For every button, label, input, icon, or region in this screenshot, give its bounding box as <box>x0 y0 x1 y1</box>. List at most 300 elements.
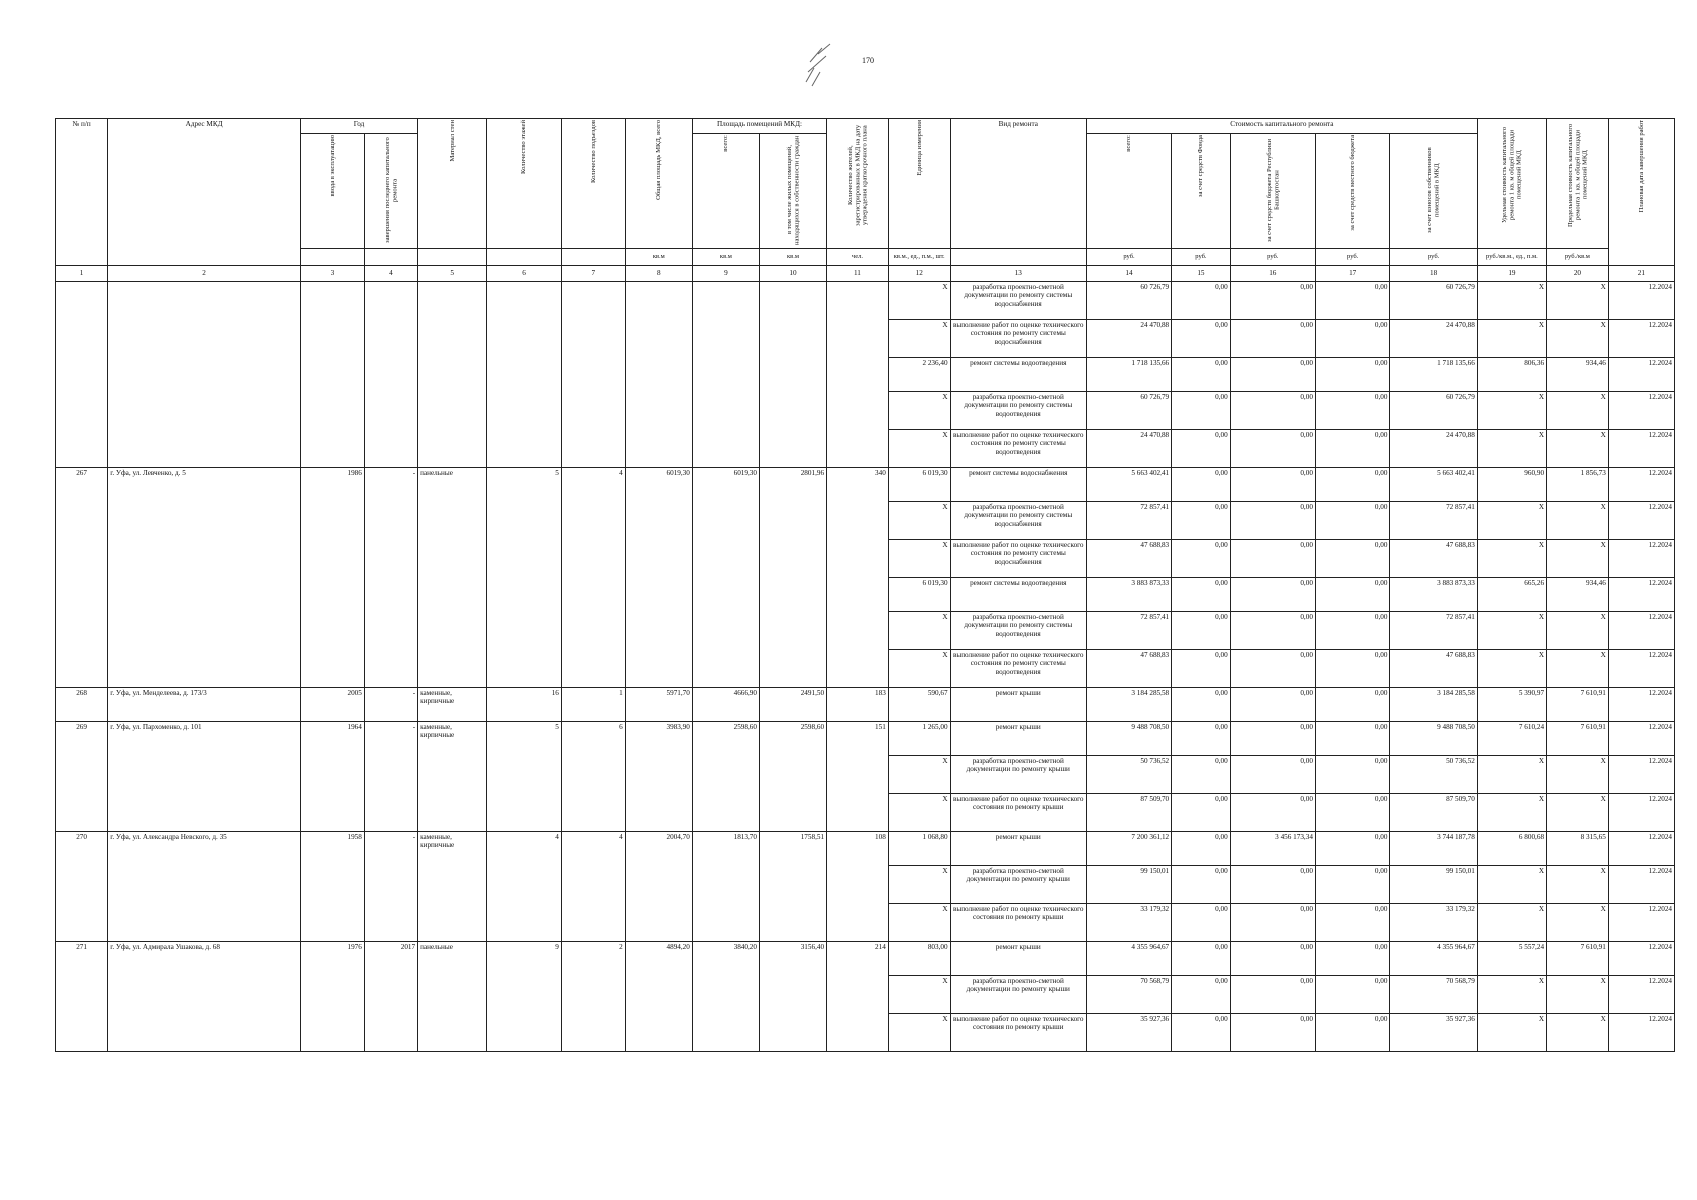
cell-area_all: 6019,30 <box>692 468 759 688</box>
cell-c16: 0,00 <box>1230 282 1315 320</box>
cell-c19: X <box>1477 794 1546 832</box>
cell-c15: 0,00 <box>1172 578 1231 612</box>
table-row <box>56 688 1675 722</box>
cell-c18: 47 688,83 <box>1390 540 1477 578</box>
cell-people: 214 <box>827 942 889 1052</box>
cell-c15: 0,00 <box>1172 650 1231 688</box>
cell-c14: 47 688,83 <box>1086 650 1171 688</box>
cell-people: 183 <box>827 688 889 722</box>
cell-area_res: 1758,51 <box>759 832 826 942</box>
cell-work: ремонт крыши <box>950 722 1086 756</box>
cell-c21: 12.2024 <box>1608 976 1674 1014</box>
cell-unit: X <box>888 904 950 942</box>
column-number: 16 <box>1230 266 1315 282</box>
cell-c15: 0,00 <box>1172 904 1231 942</box>
cell-work: ремонт крыши <box>950 832 1086 866</box>
cell-c14: 87 509,70 <box>1086 794 1171 832</box>
cell-year <box>300 282 364 468</box>
cell-c14: 7 200 361,12 <box>1086 832 1171 866</box>
cell-addr: г. Уфа, ул. Пархоменко, д. 101 <box>108 722 301 832</box>
header-col-1: № п/п <box>56 119 108 266</box>
cell-c17: 0,00 <box>1315 794 1390 832</box>
cell-area_res: 2598,60 <box>759 722 826 832</box>
cell-c17: 0,00 <box>1315 688 1390 722</box>
cell-num <box>56 282 108 468</box>
cell-c21: 12.2024 <box>1608 502 1674 540</box>
header-cost-group: Стоимость капитального ремонта <box>1086 119 1477 134</box>
cell-c15: 0,00 <box>1172 976 1231 1014</box>
cell-c21: 12.2024 <box>1608 904 1674 942</box>
header-col-2: Адрес МКД <box>108 119 301 266</box>
cell-year: 1958 <box>300 832 364 942</box>
cell-area: 6019,30 <box>625 468 692 688</box>
cell-c21: 12.2024 <box>1608 320 1674 358</box>
cell-area: 4894,20 <box>625 942 692 1052</box>
cell-c16: 0,00 <box>1230 904 1315 942</box>
cell-c21: 12.2024 <box>1608 392 1674 430</box>
cell-c15: 0,00 <box>1172 540 1231 578</box>
cell-floors <box>487 282 562 468</box>
cell-c18: 35 927,36 <box>1390 1014 1477 1052</box>
cell-c19: X <box>1477 866 1546 904</box>
unit-col-16: руб. <box>1230 249 1315 266</box>
cell-c15: 0,00 <box>1172 358 1231 392</box>
header-col-4: завершения последнего капитального ремонта <box>364 134 417 249</box>
cell-c14: 4 355 964,67 <box>1086 942 1171 976</box>
cell-c14: 33 179,32 <box>1086 904 1171 942</box>
header-col-16: за счет средств бюджета Республики Башкортостан <box>1230 134 1315 249</box>
cell-c20: X <box>1547 976 1609 1014</box>
cell-unit: X <box>888 866 950 904</box>
column-number: 14 <box>1086 266 1171 282</box>
cell-unit: 590,67 <box>888 688 950 722</box>
cell-addr: г. Уфа, ул. Александра Невского, д. 35 <box>108 832 301 942</box>
cell-c19: 6 800,68 <box>1477 832 1546 866</box>
cell-c14: 50 736,52 <box>1086 756 1171 794</box>
cell-unit: 1 068,80 <box>888 832 950 866</box>
cell-unit: X <box>888 320 950 358</box>
cell-c18: 47 688,83 <box>1390 650 1477 688</box>
cell-people: 151 <box>827 722 889 832</box>
cell-addr: г. Уфа, ул. Левченко, д. 5 <box>108 468 301 688</box>
header-col-19: Удельная стоимость капитального ремонта 1 кв. м общей площади помещений МКД <box>1477 119 1546 249</box>
cell-work: выполнение работ по оценке технического состояния по ремонту системы водоснабжения <box>950 320 1086 358</box>
cell-c16: 3 456 173,34 <box>1230 832 1315 866</box>
cell-c20: X <box>1547 650 1609 688</box>
unit-col-18: руб. <box>1390 249 1477 266</box>
cell-c18: 9 488 708,50 <box>1390 722 1477 756</box>
cell-area <box>625 282 692 468</box>
cell-work: ремонт системы водоотведения <box>950 358 1086 392</box>
column-number: 18 <box>1390 266 1477 282</box>
cell-people: 340 <box>827 468 889 688</box>
cell-unit: 6 019,30 <box>888 468 950 502</box>
cell-c16: 0,00 <box>1230 942 1315 976</box>
header-area-group: Площадь помещений МКД: <box>692 119 826 134</box>
cell-c20: 7 610,91 <box>1547 688 1609 722</box>
cell-c17: 0,00 <box>1315 502 1390 540</box>
cell-c21: 12.2024 <box>1608 578 1674 612</box>
cell-area_all: 2598,60 <box>692 722 759 832</box>
unit-col-17: руб. <box>1315 249 1390 266</box>
cell-c19: X <box>1477 1014 1546 1052</box>
cell-c20: X <box>1547 756 1609 794</box>
header-col-7: Количество подъездов <box>561 119 625 249</box>
cell-unit: X <box>888 502 950 540</box>
cell-unit: X <box>888 794 950 832</box>
unit-col-20: руб./кв.м <box>1547 249 1609 266</box>
cell-area_all: 4666,90 <box>692 688 759 722</box>
header-col-10: в том числе жилых помещений, находящихся в собственности граждан <box>759 134 826 249</box>
cell-c20: 934,46 <box>1547 358 1609 392</box>
cell-c19: X <box>1477 430 1546 468</box>
column-number-row <box>56 266 1675 282</box>
cell-c15: 0,00 <box>1172 320 1231 358</box>
cell-c21: 12.2024 <box>1608 756 1674 794</box>
cell-c20: X <box>1547 430 1609 468</box>
cell-c19: X <box>1477 320 1546 358</box>
cell-c18: 33 179,32 <box>1390 904 1477 942</box>
cell-c14: 70 568,79 <box>1086 976 1171 1014</box>
cell-c15: 0,00 <box>1172 866 1231 904</box>
cell-unit: 6 019,30 <box>888 578 950 612</box>
cell-c18: 1 718 135,66 <box>1390 358 1477 392</box>
cell-area_all: 3840,20 <box>692 942 759 1052</box>
cell-c16: 0,00 <box>1230 358 1315 392</box>
cell-work: выполнение работ по оценке технического состояния по ремонту системы водоснабжения <box>950 540 1086 578</box>
column-number: 2 <box>108 266 301 282</box>
cell-c20: X <box>1547 320 1609 358</box>
cell-c21: 12.2024 <box>1608 430 1674 468</box>
cell-c20: X <box>1547 392 1609 430</box>
header-col-6: Количество этажей <box>487 119 562 249</box>
cell-c14: 99 150,01 <box>1086 866 1171 904</box>
cell-c18: 3 883 873,33 <box>1390 578 1477 612</box>
column-number: 10 <box>759 266 826 282</box>
cell-work: разработка проектно-сметной документации по ремонту системы водоотведения <box>950 612 1086 650</box>
cell-c16: 0,00 <box>1230 650 1315 688</box>
cell-c19: X <box>1477 756 1546 794</box>
cell-area_res: 2491,50 <box>759 688 826 722</box>
cell-c18: 60 726,79 <box>1390 392 1477 430</box>
cell-work: ремонт системы водоотведения <box>950 578 1086 612</box>
table-row <box>56 468 1675 502</box>
cell-last: - <box>364 832 417 942</box>
cell-c16: 0,00 <box>1230 794 1315 832</box>
cell-c16: 0,00 <box>1230 468 1315 502</box>
cell-c14: 24 470,88 <box>1086 320 1171 358</box>
header-col-8: Общая площадь МКД, всего <box>625 119 692 249</box>
cell-year: 2005 <box>300 688 364 722</box>
cell-c16: 0,00 <box>1230 502 1315 540</box>
cell-last: - <box>364 688 417 722</box>
cell-c15: 0,00 <box>1172 502 1231 540</box>
cell-area_res <box>759 282 826 468</box>
cell-c18: 70 568,79 <box>1390 976 1477 1014</box>
cell-c21: 12.2024 <box>1608 650 1674 688</box>
cell-c19: X <box>1477 904 1546 942</box>
cell-c19: X <box>1477 650 1546 688</box>
cell-c17: 0,00 <box>1315 942 1390 976</box>
cell-c14: 47 688,83 <box>1086 540 1171 578</box>
cell-c21: 12.2024 <box>1608 282 1674 320</box>
cell-work: выполнение работ по оценке технического состояния по ремонту крыши <box>950 1014 1086 1052</box>
column-number: 15 <box>1172 266 1231 282</box>
cell-c19: X <box>1477 502 1546 540</box>
cell-c14: 5 663 402,41 <box>1086 468 1171 502</box>
header-col-11: Количество жителей, зарегистрированных в МКД на дату утверждения краткосрочного плана <box>827 119 889 249</box>
cell-entr: 4 <box>561 468 625 688</box>
cell-c14: 72 857,41 <box>1086 612 1171 650</box>
cell-c20: X <box>1547 866 1609 904</box>
cell-c17: 0,00 <box>1315 578 1390 612</box>
cell-c20: X <box>1547 540 1609 578</box>
table-header <box>56 119 1675 282</box>
unit-col-15: руб. <box>1172 249 1231 266</box>
cell-c21: 12.2024 <box>1608 866 1674 904</box>
cell-num: 271 <box>56 942 108 1052</box>
cell-floors: 5 <box>487 468 562 688</box>
cell-c21: 12.2024 <box>1608 832 1674 866</box>
cell-c16: 0,00 <box>1230 612 1315 650</box>
cell-c19: 960,90 <box>1477 468 1546 502</box>
unit-col-14: руб. <box>1086 249 1171 266</box>
header-col-18: за счет взносов собственников помещений в МКД <box>1390 134 1477 249</box>
cell-c21: 12.2024 <box>1608 722 1674 756</box>
cell-c15: 0,00 <box>1172 1014 1231 1052</box>
cell-c18: 50 736,52 <box>1390 756 1477 794</box>
cell-area_all <box>692 282 759 468</box>
cell-c18: 3 744 187,78 <box>1390 832 1477 866</box>
column-number: 13 <box>950 266 1086 282</box>
column-number: 20 <box>1547 266 1609 282</box>
cell-mat: панельные <box>418 468 487 688</box>
cell-c21: 12.2024 <box>1608 942 1674 976</box>
cell-area: 3983,90 <box>625 722 692 832</box>
cell-num: 269 <box>56 722 108 832</box>
column-number: 8 <box>625 266 692 282</box>
cell-c18: 3 184 285,58 <box>1390 688 1477 722</box>
cell-c14: 3 883 873,33 <box>1086 578 1171 612</box>
cell-c21: 12.2024 <box>1608 468 1674 502</box>
cell-floors: 9 <box>487 942 562 1052</box>
cell-c16: 0,00 <box>1230 756 1315 794</box>
cell-num: 270 <box>56 832 108 942</box>
cell-area: 5971,70 <box>625 688 692 722</box>
cell-c16: 0,00 <box>1230 976 1315 1014</box>
cell-c17: 0,00 <box>1315 904 1390 942</box>
cell-c20: X <box>1547 794 1609 832</box>
cell-entr: 2 <box>561 942 625 1052</box>
cell-c19: 5 557,24 <box>1477 942 1546 976</box>
header-col-20: Предельная стоимость капитального ремонта 1 кв. м общей площади помещений МКД <box>1547 119 1609 249</box>
cell-c18: 72 857,41 <box>1390 612 1477 650</box>
cell-c16: 0,00 <box>1230 540 1315 578</box>
cell-c15: 0,00 <box>1172 392 1231 430</box>
cell-last <box>364 282 417 468</box>
cell-c19: 806,36 <box>1477 358 1546 392</box>
header-col-17: за счет средств местного бюджета <box>1315 134 1390 249</box>
cell-people <box>827 282 889 468</box>
cell-c19: X <box>1477 976 1546 1014</box>
column-number: 4 <box>364 266 417 282</box>
cell-c21: 12.2024 <box>1608 1014 1674 1052</box>
cell-entr: 6 <box>561 722 625 832</box>
cell-work: выполнение работ по оценке технического состояния по ремонту системы водоотведения <box>950 650 1086 688</box>
cell-mat: каменные, кирпичные <box>418 688 487 722</box>
header-col-12: Единица измерения <box>888 119 950 249</box>
cell-addr: г. Уфа, ул. Менделеева, д. 173/3 <box>108 688 301 722</box>
cell-c14: 35 927,36 <box>1086 1014 1171 1052</box>
cell-unit: 803,00 <box>888 942 950 976</box>
cell-c17: 0,00 <box>1315 320 1390 358</box>
cell-c14: 9 488 708,50 <box>1086 722 1171 756</box>
column-number: 9 <box>692 266 759 282</box>
column-number: 6 <box>487 266 562 282</box>
cell-work: ремонт крыши <box>950 942 1086 976</box>
header-col-21: Плановая дата завершения работ <box>1608 119 1674 266</box>
cell-last: - <box>364 468 417 688</box>
cell-work: выполнение работ по оценке технического состояния по ремонту крыши <box>950 904 1086 942</box>
cell-work: разработка проектно-сметной документации по ремонту системы водоснабжения <box>950 282 1086 320</box>
cell-unit: X <box>888 756 950 794</box>
cell-unit: 2 236,40 <box>888 358 950 392</box>
cell-c20: X <box>1547 282 1609 320</box>
cell-c17: 0,00 <box>1315 650 1390 688</box>
column-number: 7 <box>561 266 625 282</box>
cell-year: 1976 <box>300 942 364 1052</box>
cell-c20: 934,46 <box>1547 578 1609 612</box>
cell-c15: 0,00 <box>1172 468 1231 502</box>
cell-c20: X <box>1547 502 1609 540</box>
cell-c20: 8 315,65 <box>1547 832 1609 866</box>
column-number: 5 <box>418 266 487 282</box>
cell-num: 267 <box>56 468 108 688</box>
cell-c18: 4 355 964,67 <box>1390 942 1477 976</box>
cell-work: разработка проектно-сметной документации по ремонту крыши <box>950 866 1086 904</box>
cell-unit: X <box>888 430 950 468</box>
cell-people: 108 <box>827 832 889 942</box>
cell-work: разработка проектно-сметной документации по ремонту крыши <box>950 756 1086 794</box>
cell-c17: 0,00 <box>1315 612 1390 650</box>
cell-c19: 5 390,97 <box>1477 688 1546 722</box>
cell-c15: 0,00 <box>1172 794 1231 832</box>
table-row <box>56 942 1675 976</box>
cell-work: ремонт крыши <box>950 688 1086 722</box>
cell-c14: 60 726,79 <box>1086 282 1171 320</box>
cell-addr: г. Уфа, ул. Адмирала Ушакова, д. 68 <box>108 942 301 1052</box>
unit-col-12: кв.м., ед., п.м., шт. <box>888 249 950 266</box>
cell-c17: 0,00 <box>1315 866 1390 904</box>
header-col-15: за счет средств Фонда <box>1172 134 1231 249</box>
cell-entr <box>561 282 625 468</box>
unit-col-19: руб./кв.м., ед., п.м. <box>1477 249 1546 266</box>
cell-last: 2017 <box>364 942 417 1052</box>
header-col-5: Материал стен <box>418 119 487 249</box>
cell-c19: X <box>1477 540 1546 578</box>
cell-c17: 0,00 <box>1315 832 1390 866</box>
capital-repair-register-table <box>55 118 1675 1052</box>
cell-year: 1986 <box>300 468 364 688</box>
cell-area: 2004,70 <box>625 832 692 942</box>
cell-floors: 4 <box>487 832 562 942</box>
cell-c18: 87 509,70 <box>1390 794 1477 832</box>
cell-c15: 0,00 <box>1172 756 1231 794</box>
cell-work: разработка проектно-сметной документации по ремонту системы водоотведения <box>950 392 1086 430</box>
header-col-14: всего: <box>1086 134 1171 249</box>
column-number: 3 <box>300 266 364 282</box>
cell-c15: 0,00 <box>1172 722 1231 756</box>
cell-year: 1964 <box>300 722 364 832</box>
column-number: 1 <box>56 266 108 282</box>
cell-c17: 0,00 <box>1315 430 1390 468</box>
cell-c14: 3 184 285,58 <box>1086 688 1171 722</box>
cell-c20: X <box>1547 904 1609 942</box>
cell-c21: 12.2024 <box>1608 612 1674 650</box>
cell-c17: 0,00 <box>1315 282 1390 320</box>
cell-work: разработка проектно-сметной документации по ремонту крыши <box>950 976 1086 1014</box>
cell-c17: 0,00 <box>1315 540 1390 578</box>
cell-c15: 0,00 <box>1172 942 1231 976</box>
column-number: 17 <box>1315 266 1390 282</box>
cell-unit: X <box>888 540 950 578</box>
cell-mat: каменные, кирпичные <box>418 722 487 832</box>
cell-mat: каменные, кирпичные <box>418 832 487 942</box>
cell-c20: 1 856,73 <box>1547 468 1609 502</box>
cell-c20: X <box>1547 612 1609 650</box>
cell-c16: 0,00 <box>1230 688 1315 722</box>
column-number: 11 <box>827 266 889 282</box>
cell-mat: панельные <box>418 942 487 1052</box>
cell-floors: 5 <box>487 722 562 832</box>
cell-unit: X <box>888 282 950 320</box>
cell-unit: X <box>888 976 950 1014</box>
header-year-group: Год <box>300 119 417 134</box>
cell-c16: 0,00 <box>1230 1014 1315 1052</box>
table-row <box>56 722 1675 756</box>
cell-c17: 0,00 <box>1315 1014 1390 1052</box>
cell-c20: 7 610,91 <box>1547 722 1609 756</box>
header-col-13: Вид ремонта <box>950 119 1086 249</box>
cell-c14: 60 726,79 <box>1086 392 1171 430</box>
cell-work: разработка проектно-сметной документации по ремонту системы водоснабжения <box>950 502 1086 540</box>
cell-c21: 12.2024 <box>1608 794 1674 832</box>
cell-c20: X <box>1547 1014 1609 1052</box>
cell-unit: X <box>888 392 950 430</box>
cell-c21: 12.2024 <box>1608 358 1674 392</box>
cell-work: выполнение работ по оценке технического состояния по ремонту крыши <box>950 794 1086 832</box>
cell-c17: 0,00 <box>1315 358 1390 392</box>
cell-c17: 0,00 <box>1315 722 1390 756</box>
cell-c19: X <box>1477 392 1546 430</box>
cell-c18: 99 150,01 <box>1390 866 1477 904</box>
cell-c18: 24 470,88 <box>1390 430 1477 468</box>
cell-c16: 0,00 <box>1230 392 1315 430</box>
page-number: 170 <box>862 56 874 65</box>
cell-c16: 0,00 <box>1230 430 1315 468</box>
cell-c14: 72 857,41 <box>1086 502 1171 540</box>
cell-c19: X <box>1477 612 1546 650</box>
column-number: 19 <box>1477 266 1546 282</box>
cell-last: - <box>364 722 417 832</box>
cell-c17: 0,00 <box>1315 392 1390 430</box>
cell-c21: 12.2024 <box>1608 540 1674 578</box>
column-number: 21 <box>1608 266 1674 282</box>
cell-c18: 60 726,79 <box>1390 282 1477 320</box>
unit-col-8: кв.м <box>625 249 692 266</box>
cell-c21: 12.2024 <box>1608 688 1674 722</box>
cell-c19: 7 610,24 <box>1477 722 1546 756</box>
